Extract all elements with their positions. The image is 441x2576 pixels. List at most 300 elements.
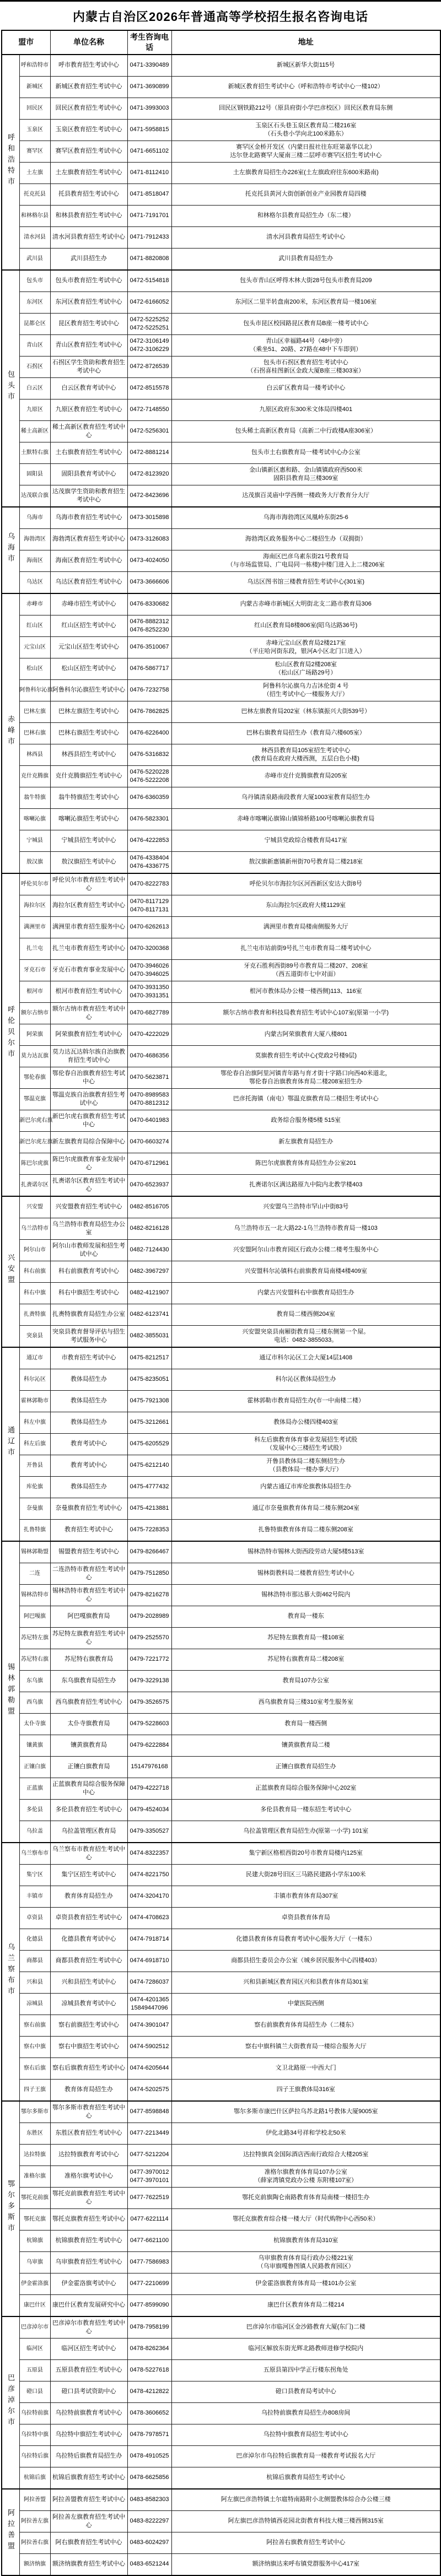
table-row <box>2 226 440 248</box>
address-cell: 兴安盟突泉县南厢街教育局三楼东侧第一个屋。 电话：0482-3855033。 <box>171 1325 440 1347</box>
league-city-cell: 包头市 <box>2 270 19 507</box>
address-cell: 赤峰元宝山区教育局2楼217室 （平庄哈河街东段，银河A小区北门口进入） <box>171 636 440 658</box>
phone-cell: 0475-8235051 <box>127 1369 171 1390</box>
unit-name-cell: 新城区教育招生考试中心 <box>50 76 127 98</box>
phone-cell: 0471-3690899 <box>127 76 171 98</box>
unit-name-cell: 乌兰察布市教育招生考试中心 <box>50 1843 127 1865</box>
phone-cell: 0476-4338404 0476-4336775 <box>127 851 171 873</box>
unit-name-cell: 巴彦淖尔市教育招生考试中心 <box>50 2316 127 2339</box>
table-row <box>2 377 440 399</box>
table-row <box>2 1670 440 1692</box>
table-row <box>2 1174 440 1196</box>
address-cell: 东山海拉尔区政府大楼1129室 <box>171 895 440 916</box>
unit-name-cell: 教体局招生办 <box>50 1390 127 1412</box>
league-city-cell: 兴安盟 <box>2 1196 19 1347</box>
address-cell: 兴和县新城区教育园区兴和县教育体育局301室 <box>171 1972 440 1993</box>
phone-cell: 0482-6123741 <box>127 1304 171 1325</box>
district-cell: 商都县 <box>19 1950 50 1972</box>
phone-cell: 0478-8262364 <box>127 2338 171 2359</box>
unit-name-cell: 新巴尔虎右旗教育招生考试中心 <box>50 1110 127 1131</box>
district-cell: 达拉特旗 <box>19 2144 50 2165</box>
league-city-cell: 乌兰察布市 <box>2 1843 19 2101</box>
district-cell: 苏尼特右旗 <box>19 1649 50 1670</box>
phone-cell: 0477-6621100 <box>127 2230 171 2251</box>
address-cell: 乌拉特前旗教育局招生办808房间 <box>171 2402 440 2424</box>
district-cell: 红山区 <box>19 615 50 636</box>
district-cell: 鄂托克前旗 <box>19 2187 50 2208</box>
unit-name-cell: 固阳县教育考试中心 <box>50 463 127 485</box>
phone-cell: 0477-7586983 <box>127 2251 171 2273</box>
phone-cell: 0476-8882312 0476-8252230 <box>127 615 171 636</box>
table-row <box>2 2294 440 2316</box>
unit-name-cell: 乌海市教育招生考试中心 <box>50 507 127 529</box>
phone-cell: 0478-4910525 <box>127 2445 171 2467</box>
address-cell: 土左旗教育局招生办226室(土左旗政府往东600米路南) <box>171 162 440 183</box>
table-row <box>2 1541 440 1563</box>
phone-cell: 0483-8582303 <box>127 2489 171 2511</box>
district-cell: 科左中旗 <box>19 1412 50 1433</box>
unit-name-cell: 翁牛特旗招生考试中心 <box>50 787 127 808</box>
phone-cell: 0472-8881214 <box>127 442 171 463</box>
table-body <box>2 55 440 2575</box>
address-cell: 内蒙古兴安盟科右中旗教育局招生办 <box>171 1282 440 1304</box>
table-row <box>2 1239 440 1261</box>
district-cell: 阿荣旗 <box>19 1024 50 1045</box>
table-row <box>2 76 440 98</box>
unit-name-cell: 多伦县教育招生考试中心 <box>50 1799 127 1821</box>
phone-cell: 0471-8112410 <box>127 162 171 183</box>
district-cell: 库伦旗 <box>19 1476 50 1498</box>
unit-name-cell: 根河市教育招生考试中心 <box>50 981 127 1002</box>
phone-cell: 0476-7232758 <box>127 679 171 701</box>
district-cell: 青山区 <box>19 334 50 356</box>
table-row <box>2 701 440 722</box>
district-cell: 乌兰浩特市 <box>19 1218 50 1239</box>
address-cell: 巴林左旗教育局202室（林东镇振兴大街539号） <box>171 701 440 722</box>
phone-cell: 0474-8221750 <box>127 1864 171 1886</box>
phone-cell: 0482-7124430 <box>127 1239 171 1261</box>
table-row <box>2 830 440 851</box>
address-cell: 巴彦淖尔市临河区金沙路教育大厦(东门)二楼 <box>171 2316 440 2339</box>
table-row <box>2 1606 440 1627</box>
table-row <box>2 1864 440 1886</box>
unit-name-cell: 海南区教育招生考试中心 <box>50 550 127 571</box>
table-row <box>2 2230 440 2251</box>
unit-name-cell: 察右后旗教育招生考试中心 <box>50 2057 127 2079</box>
unit-name-cell: 教体局招生办 <box>50 1369 127 1390</box>
address-cell: 教育局二楼西侧204室 <box>171 1304 440 1325</box>
district-cell: 阿巴嘎旗 <box>19 1606 50 1627</box>
address-cell: 教育局一楼西侧 <box>171 1713 440 1735</box>
address-cell: 丰镇市教育体育局307室 <box>171 1886 440 1907</box>
district-cell: 武川县 <box>19 248 50 270</box>
unit-name-cell: 阿巴嘎旗教育局 <box>50 1606 127 1627</box>
address-cell: 陈巴尔虎旗教育体育局招生办公室201 <box>171 1153 440 1174</box>
district-cell: 赛罕区 <box>19 141 50 162</box>
phone-cell: 0473-3015898 <box>127 507 171 529</box>
unit-name-cell: 乌拉特后旗教育局招生办 <box>50 2445 127 2467</box>
address-cell: 巴林右旗教育局招生办（教育局六楼605室） <box>171 722 440 744</box>
table-row <box>2 141 440 162</box>
phone-cell: 0479-6222884 <box>127 1735 171 1756</box>
phone-cell: 0479-7512850 <box>127 1563 171 1584</box>
unit-name-cell: 莫力达瓦达斡尔族自治旗教育招生考试中心 <box>50 1045 127 1067</box>
address-cell: 清水河县教育局招生考试中心 <box>171 226 440 248</box>
phone-cell: 0470-4686356 <box>127 1045 171 1067</box>
phone-cell: 0470-3200368 <box>127 938 171 959</box>
table-row <box>2 765 440 787</box>
district-cell: 鄂尔多斯市 <box>19 2101 50 2123</box>
unit-name-cell: 东胜区教育招生考试中心 <box>50 2123 127 2144</box>
district-cell: 陈巴尔虎旗 <box>19 1153 50 1174</box>
unit-name-cell: 宁城县招生考试中心 <box>50 830 127 851</box>
address-cell: 镶黄旗教育局二楼 <box>171 1735 440 1756</box>
unit-name-cell: 扎赉诺尔区教育招生考试中心 <box>50 1174 127 1196</box>
district-cell: 鄂温克旗 <box>19 1088 50 1110</box>
phone-cell: 0474-5902512 <box>127 2036 171 2057</box>
district-cell: 克什克腾旗 <box>19 765 50 787</box>
phone-cell: 0470-8117129 0470-8117131 <box>127 895 171 916</box>
unit-name-cell: 昆区教育招生考试中心 <box>50 313 127 334</box>
district-cell: 莫力达瓦旗 <box>19 1045 50 1067</box>
district-cell: 东乌旗 <box>19 1670 50 1692</box>
table-row <box>2 2338 440 2359</box>
district-cell: 伊金霍洛旗 <box>19 2273 50 2294</box>
table-row <box>2 744 440 765</box>
league-city-cell: 巴彦淖尔市 <box>2 2316 19 2489</box>
table-row <box>2 2079 440 2101</box>
phone-cell: 0479-2525570 <box>127 1627 171 1649</box>
table-row <box>2 981 440 1002</box>
table-row <box>2 1304 440 1325</box>
district-cell: 白云区 <box>19 377 50 399</box>
unit-name-cell: 兴安盟教育招生考试中心 <box>50 1196 127 1218</box>
phone-cell: 0477-2213449 <box>127 2123 171 2144</box>
address-cell: 敖汉旗新惠镇新州街70号教育局二楼218室 <box>171 851 440 873</box>
unit-name-cell: 奈曼旗教育招生考试中心 <box>50 1498 127 1519</box>
table-row <box>2 1563 440 1584</box>
table-row <box>2 420 440 442</box>
district-cell: 乌拉特中旗 <box>19 2424 50 2445</box>
address-cell: 九原区政府东300米文体局四楼401 <box>171 399 440 420</box>
phone-cell: 0470-4222029 <box>127 1024 171 1045</box>
phone-cell: 0473-3126083 <box>127 528 171 550</box>
phone-cell: 0479-4222718 <box>127 1778 171 1799</box>
address-cell: 内蒙古通辽市库伦旗教体局招生办 <box>171 1476 440 1498</box>
table-row <box>2 205 440 226</box>
district-cell: 松山区 <box>19 658 50 679</box>
unit-name-cell: 白云区教育考试中心 <box>50 377 127 399</box>
phone-cell: 0476-7862825 <box>127 701 171 722</box>
district-cell: 根河市 <box>19 981 50 1002</box>
unit-name-cell: 敖汉旗招生考试中心 <box>50 851 127 873</box>
unit-name-cell: 商都县教育招生考试中心 <box>50 1950 127 1972</box>
address-cell: 白云矿区教育局一楼考试中心 <box>171 377 440 399</box>
table-row <box>2 1584 440 1606</box>
unit-name-cell: 正镶白旗教育局 <box>50 1756 127 1778</box>
district-cell: 锡林郭勒盟 <box>19 1541 50 1563</box>
table-row <box>2 1735 440 1756</box>
unit-name-cell: 伊金霍洛旗考试中心 <box>50 2273 127 2294</box>
table-row <box>2 1886 440 1907</box>
unit-name-cell: 鄂伦春自治旗教育招生考试中心 <box>50 1067 127 1088</box>
phone-cell: 0474-4708623 <box>127 1907 171 1929</box>
phone-cell: 0479-7221772 <box>127 1649 171 1670</box>
district-cell: 林西县 <box>19 744 50 765</box>
table-row <box>2 2187 440 2208</box>
address-cell: 教育局一楼东 <box>171 1606 440 1627</box>
unit-name-cell: 东乌旗教育局招生办 <box>50 1670 127 1692</box>
district-cell: 新巴尔虎右旗 <box>19 1110 50 1131</box>
table-row <box>2 248 440 270</box>
phone-cell: 0476-5220228 0476-5222208 <box>127 765 171 787</box>
district-cell: 杭锦后旗 <box>19 2467 50 2489</box>
unit-name-cell: 五原县教育招生考试中心 <box>50 2359 127 2381</box>
unit-name-cell: 教育体育局招生办 <box>50 1886 127 1907</box>
district-cell: 回民区 <box>19 98 50 119</box>
table-row <box>2 808 440 830</box>
table-row <box>2 1756 440 1778</box>
district-cell: 集宁区 <box>19 1864 50 1886</box>
district-cell: 玉泉区 <box>19 119 50 141</box>
address-cell: 临河区解放东街光辉北路教师进修学校院内 <box>171 2338 440 2359</box>
phone-cell: 0482-8216128 <box>127 1218 171 1239</box>
phone-cell: 0482-3855031 <box>127 1325 171 1347</box>
phone-cell: 0470-6712961 <box>127 1153 171 1174</box>
unit-name-cell: 玉泉区教育招生考试中心 <box>50 119 127 141</box>
league-city-cell: 通辽市 <box>2 1347 19 1541</box>
address-cell: 正蓝旗教育局综合服务保障中心202室 <box>171 1778 440 1799</box>
district-cell: 额济纳旗 <box>19 2553 50 2575</box>
address-cell: 扎兰屯市站前街9号扎兰屯市教育局二楼考试中心 <box>171 938 440 959</box>
unit-name-cell: 回民区教育招生考试中心 <box>50 98 127 119</box>
phone-cell: 0474-7918714 <box>127 1929 171 1950</box>
address-cell: 乌拉盖管理区教育局招生办(原第一小学) 101室 <box>171 1821 440 1843</box>
district-cell: 乌拉盖 <box>19 1821 50 1843</box>
district-cell: 翁牛特旗 <box>19 787 50 808</box>
unit-name-cell: 突泉县教育督导评估与招生考试服务中心 <box>50 1325 127 1347</box>
address-cell: 西乌旗教育局三楼310室考生服务室 <box>171 1692 440 1713</box>
district-cell: 呼和浩特市 <box>19 55 50 77</box>
unit-name-cell: 阿荣旗教育招生考试中心 <box>50 1024 127 1045</box>
table-row <box>2 1261 440 1282</box>
table-row <box>2 1907 440 1929</box>
phone-cell: 0483-6024297 <box>127 2532 171 2553</box>
address-cell: 阿左旗巴彦浩特镇西花园北街教育科技大楼三楼西侧315室 <box>171 2510 440 2532</box>
table-row <box>2 1950 440 1972</box>
table-row <box>2 98 440 119</box>
league-city-cell: 鄂尔多斯市 <box>2 2101 19 2316</box>
unit-name-cell: 乌审旗教育招生考试中心 <box>50 2251 127 2273</box>
table-row <box>2 291 440 313</box>
district-cell: 元宝山区 <box>19 636 50 658</box>
unit-name-cell: 察右前旗招生考试中心 <box>50 2015 127 2036</box>
address-cell: 霍林郭勒市教育局招生办(市一中南楼二楼） <box>171 1390 440 1412</box>
district-cell: 科左后旗 <box>19 1433 50 1455</box>
district-cell: 巴林右旗 <box>19 722 50 744</box>
address-cell: 察右中旗科镇兰大街教育局一楼综合服务大厅 <box>171 2036 440 2057</box>
district-cell: 临河区 <box>19 2338 50 2359</box>
phone-cell: 0471-8518047 <box>127 183 171 205</box>
table-row <box>2 1369 440 1390</box>
phone-cell: 0471-7912433 <box>127 226 171 248</box>
unit-name-cell: 鄂尔多斯市教育招生考试中心 <box>50 2101 127 2123</box>
unit-name-cell: 土右旗教育招生考试中心 <box>50 442 127 463</box>
district-cell: 乌兰察布市 <box>19 1843 50 1865</box>
address-cell: 赤峰市克什克腾旗教育局205室 <box>171 765 440 787</box>
table-row <box>2 1347 440 1369</box>
table-row <box>2 2123 440 2144</box>
address-cell: 锡林街教科局二楼教育招生考试中心 <box>171 1563 440 1584</box>
district-cell: 阿拉善左旗 <box>19 2510 50 2532</box>
district-cell: 海南区 <box>19 550 50 571</box>
phone-cell: 0479-3229138 <box>127 1670 171 1692</box>
unit-name-cell: 乌拉特前旗教育考试中心 <box>50 2402 127 2424</box>
address-cell: 回民区钢铁路212号（原县府街小学巴彦校区）回民区教育局东侧 <box>171 98 440 119</box>
district-cell: 太仆寺旗 <box>19 1713 50 1735</box>
district-cell: 海勃湾区 <box>19 528 50 550</box>
phone-cell: 0476-5316832 <box>127 744 171 765</box>
phone-cell: 0472-5154818 <box>127 270 171 292</box>
address-cell: 乌丹镇清泉路南段教育大厦1003室教育局招生办 <box>171 787 440 808</box>
unit-name-cell: 二连浩特市教育招生考试中心 <box>50 1563 127 1584</box>
table-row <box>2 1218 440 1239</box>
unit-name-cell: 满洲里市教育招生服务中心 <box>50 916 127 938</box>
table-row <box>2 1390 440 1412</box>
table-row <box>2 1282 440 1304</box>
phone-cell: 15147976168 <box>127 1756 171 1778</box>
district-cell: 阿尔山市 <box>19 1239 50 1261</box>
district-cell: 赤峰市 <box>19 593 50 615</box>
address-cell: 磴口县教育局考试中心 <box>171 2381 440 2402</box>
phone-cell: 0472-3106149 0472-3106229 <box>127 334 171 356</box>
district-cell: 开鲁县 <box>19 1455 50 1476</box>
unit-name-cell: 教育考试中心 <box>50 1433 127 1455</box>
phone-cell: 0471-3993003 <box>127 98 171 119</box>
phone-cell: 0470-3946026 0470-3946025 <box>127 959 171 981</box>
table-row <box>2 873 440 895</box>
table-row <box>2 2144 440 2165</box>
table-row <box>2 571 440 593</box>
unit-name-cell: 锡林浩特市教育招生考试中心 <box>50 1584 127 1606</box>
phone-cell: 0472-8423696 <box>127 485 171 507</box>
address-cell: 扎赉诺尔区满达路原九中院内北教学楼403 <box>171 1174 440 1196</box>
district-cell: 凉城县 <box>19 1993 50 2015</box>
unit-name-cell: 达茂旗学生资助和教育招生考试中心 <box>50 485 127 507</box>
table-row <box>2 2510 440 2532</box>
phone-cell: 0472-8515578 <box>127 377 171 399</box>
address-cell: 伊化北路34号祥和学校北50米 <box>171 2123 440 2144</box>
phone-cell: 0475-3212661 <box>127 1412 171 1433</box>
unit-name-cell: 扎兰屯市教育招生考试中心 <box>50 938 127 959</box>
unit-name-cell: 克什克腾旗招生考试中心 <box>50 765 127 787</box>
district-cell: 宁城县 <box>19 830 50 851</box>
address-cell: 青山区幸福路44号（48中旁） （乘坐51、20路、27路在48中下车即到） <box>171 334 440 356</box>
address-cell: 宁城县党政综合楼教育局417室 <box>171 830 440 851</box>
address-cell: 商都县招生委员会办公室（城乡居民服务中心四楼403） <box>171 1950 440 1972</box>
phone-cell: 0471-7191701 <box>127 205 171 226</box>
address-cell: 锡林浩特市那达慕大街462号院内 <box>171 1584 440 1606</box>
unit-name-cell: 阿鲁科尔沁旗招生考试中心 <box>50 679 127 701</box>
table-row <box>2 1498 440 1519</box>
district-cell: 东河区 <box>19 291 50 313</box>
unit-name-cell: 临河区招生考试中心 <box>50 2338 127 2359</box>
unit-name-cell: 太仆寺旗教育局 <box>50 1713 127 1735</box>
unit-name-cell: 磴口县考试资助中心 <box>50 2381 127 2402</box>
district-cell: 苏尼特左旗 <box>19 1627 50 1649</box>
district-cell: 科右中旗 <box>19 1282 50 1304</box>
table-row <box>2 2057 440 2079</box>
address-cell: 新城区教育招生考试中心（呼和浩特市考试中心一楼102） <box>171 76 440 98</box>
address-cell: 达茂旗百灵庙中学西侧一楼政务大厅教育分大厅 <box>171 485 440 507</box>
phone-cell: 0472-5256301 <box>127 420 171 442</box>
district-cell: 通辽市 <box>19 1347 50 1369</box>
district-cell: 乌海市 <box>19 507 50 529</box>
address-cell: 包头市土右旗教育局一楼考试中心办公室 <box>171 442 440 463</box>
address-cell: 根河市教体局办公楼一楼西侧)113、116室 <box>171 981 440 1002</box>
phone-cell: 0475-4213881 <box>127 1498 171 1519</box>
table-row <box>2 658 440 679</box>
phone-cell: 0472-8726539 <box>127 356 171 377</box>
unit-name-cell: 额济纳旗教育招生考试中心 <box>50 2553 127 2575</box>
district-cell: 镶黄旗 <box>19 1735 50 1756</box>
unit-name-cell: 陈巴尔虎旗教育事业发展中心 <box>50 1153 127 1174</box>
table-row <box>2 593 440 615</box>
header-unit-name: 单位名称 <box>50 30 127 55</box>
phone-cell: 0479-2028989 <box>127 1606 171 1627</box>
table-row <box>2 1067 440 1088</box>
address-cell: 额济纳旗达来呼布镇党群服务中心417室 <box>171 2553 440 2575</box>
unit-name-cell: 海勃湾区教育招生考试中心 <box>50 528 127 550</box>
table-row <box>2 679 440 701</box>
phone-cell: 0479-8266467 <box>127 1541 171 1563</box>
table-row <box>2 2208 440 2230</box>
table-row <box>2 2445 440 2467</box>
table-row <box>2 1153 440 1174</box>
district-cell: 喀喇沁旗 <box>19 808 50 830</box>
unit-name-cell: 化德县教育考试中心 <box>50 1929 127 1950</box>
address-cell: 中蒙医院西侧 <box>171 1993 440 2015</box>
phone-directory-table <box>1 30 441 2576</box>
table-row <box>2 722 440 744</box>
address-cell: 伊金霍洛旗教育体育局一楼101办公室 <box>171 2273 440 2294</box>
district-cell: 奈曼旗 <box>19 1498 50 1519</box>
unit-name-cell: 镶黄旗教育局 <box>50 1735 127 1756</box>
address-cell: 莫旗教育招生考试中心(党政2号楼9层) <box>171 1045 440 1067</box>
address-cell: 巴彦托海镇（南屯）鄂温克旗教育局二楼招生考试中心 <box>171 1088 440 1110</box>
unit-name-cell: 康巴什区教育发展研究中心 <box>50 2294 127 2316</box>
district-cell: 正蓝旗 <box>19 1778 50 1799</box>
phone-cell: 0477-5212204 <box>127 2144 171 2165</box>
unit-name-cell: 包头市教育招生考试中心 <box>50 270 127 292</box>
district-cell: 满洲里市 <box>19 916 50 938</box>
phone-cell: 0476-3510067 <box>127 636 171 658</box>
table-row <box>2 334 440 356</box>
address-cell: 教育局107办公室 <box>171 1670 440 1692</box>
unit-name-cell: 科右中旗招生考试中心 <box>50 1282 127 1304</box>
table-row <box>2 2553 440 2575</box>
unit-name-cell: 九原区教育招生考试中心 <box>50 399 127 420</box>
table-row <box>2 2273 440 2294</box>
district-cell: 康巴什区 <box>19 2294 50 2316</box>
address-cell: 民建大街28号旧区三马路民建路小学东100米 <box>171 1864 440 1886</box>
address-cell: 乌达区图书馆三楼教育招生考试中心(301室) <box>171 571 440 593</box>
table-row <box>2 2424 440 2445</box>
address-cell: 乌兰浩特市五一北大路22-1乌兰浩特市教育局一楼103 <box>171 1218 440 1239</box>
table-row <box>2 1476 440 1498</box>
address-cell: 杭锦后旗教育局招生考试中心 <box>171 2467 440 2489</box>
unit-name-cell: 锡盟教育招生考试中心 <box>50 1541 127 1563</box>
